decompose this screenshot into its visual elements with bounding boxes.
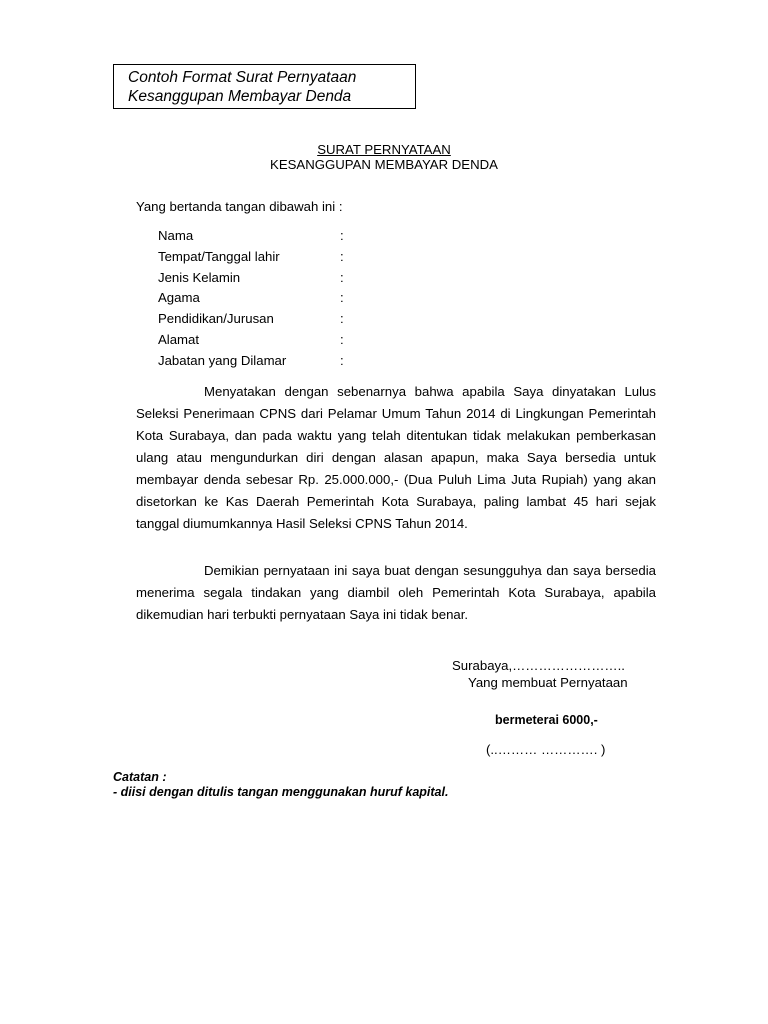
field-label: Nama [158, 228, 194, 243]
field-jenis-kelamin [158, 270, 350, 291]
field-label: Jabatan yang Dilamar [158, 352, 287, 368]
field-label: Pendidikan/Jurusan [158, 311, 274, 327]
intro-text: Yang bertanda tangan dibawah ini : [136, 199, 343, 214]
field-label: Tempat/Tanggal lahir [158, 248, 280, 264]
format-banner-box [113, 64, 416, 109]
signature-title: Yang membuat Pernyataan [468, 675, 628, 690]
field-colon: : [340, 248, 344, 264]
field-colon: : [340, 331, 344, 347]
field-label: Agama [158, 290, 200, 306]
field-tempat-tanggal-lahir [158, 249, 350, 270]
field-colon: : [340, 311, 344, 327]
note-heading: Catatan : [113, 770, 167, 784]
letter-title [0, 142, 768, 172]
signature-place-date: Surabaya,…………………….. [452, 658, 625, 673]
field-jabatan [158, 353, 350, 374]
signature-name-placeholder: (..……… …………. ) [486, 742, 606, 757]
title-line-2: KESANGGUPAN MEMBAYAR DENDA [270, 157, 498, 172]
field-label: Alamat [158, 331, 200, 347]
field-pendidikan-jurusan [158, 311, 350, 332]
statement-paragraph: Menyatakan dengan sebenarnya bahwa apabila Saya dinyatakan Lulus Seleksi Penerimaan CPNS dari Pelamar Umum Tahun 2014 di Lingkungan Pemerintah Kota Surabaya, dan pada waktu yang telah ditentukan tidak melakukan pemberkasan ulang atau mengundurkan diri dengan alasan apapun, maka Saya bersedia untuk membayar denda sebesar Rp. 25.000.000,- (Dua Puluh Lima Juta Rupiah) yang akan disetorkan ke Kas Daerah Pemerintah Kota Surabaya, paling lambat 45 hari sejak tanggal diumumkannya Hasil Seleksi CPNS Tahun 2014. [136, 384, 656, 531]
field-label: Jenis Kelamin [158, 269, 241, 285]
field-nama [158, 228, 350, 249]
note-section [113, 770, 448, 800]
field-colon: : [340, 269, 344, 285]
stamp-duty-label: bermeterai 6000,- [495, 713, 598, 727]
banner-line-2: Kesanggupan Membayar Denda [128, 88, 352, 105]
field-colon: : [340, 290, 344, 306]
title-line-1: SURAT PERNYATAAN [317, 142, 451, 157]
note-item: - diisi dengan ditulis tangan menggunakan huruf kapital. [113, 785, 449, 799]
field-colon: : [340, 228, 344, 243]
field-agama [158, 290, 350, 311]
identity-fields [158, 228, 350, 374]
field-alamat [158, 332, 350, 353]
banner-line-1: Contoh Format Surat Pernyataan [128, 69, 357, 86]
field-colon: : [340, 352, 344, 368]
closing-paragraph: Demikian pernyataan ini saya buat dengan sesungguhya dan saya bersedia menerima segala tindakan yang diambil oleh Pemerintah Kota Surabaya, apabila dikemudian hari terbukti pernyataan Saya ini tidak benar. [136, 563, 656, 622]
